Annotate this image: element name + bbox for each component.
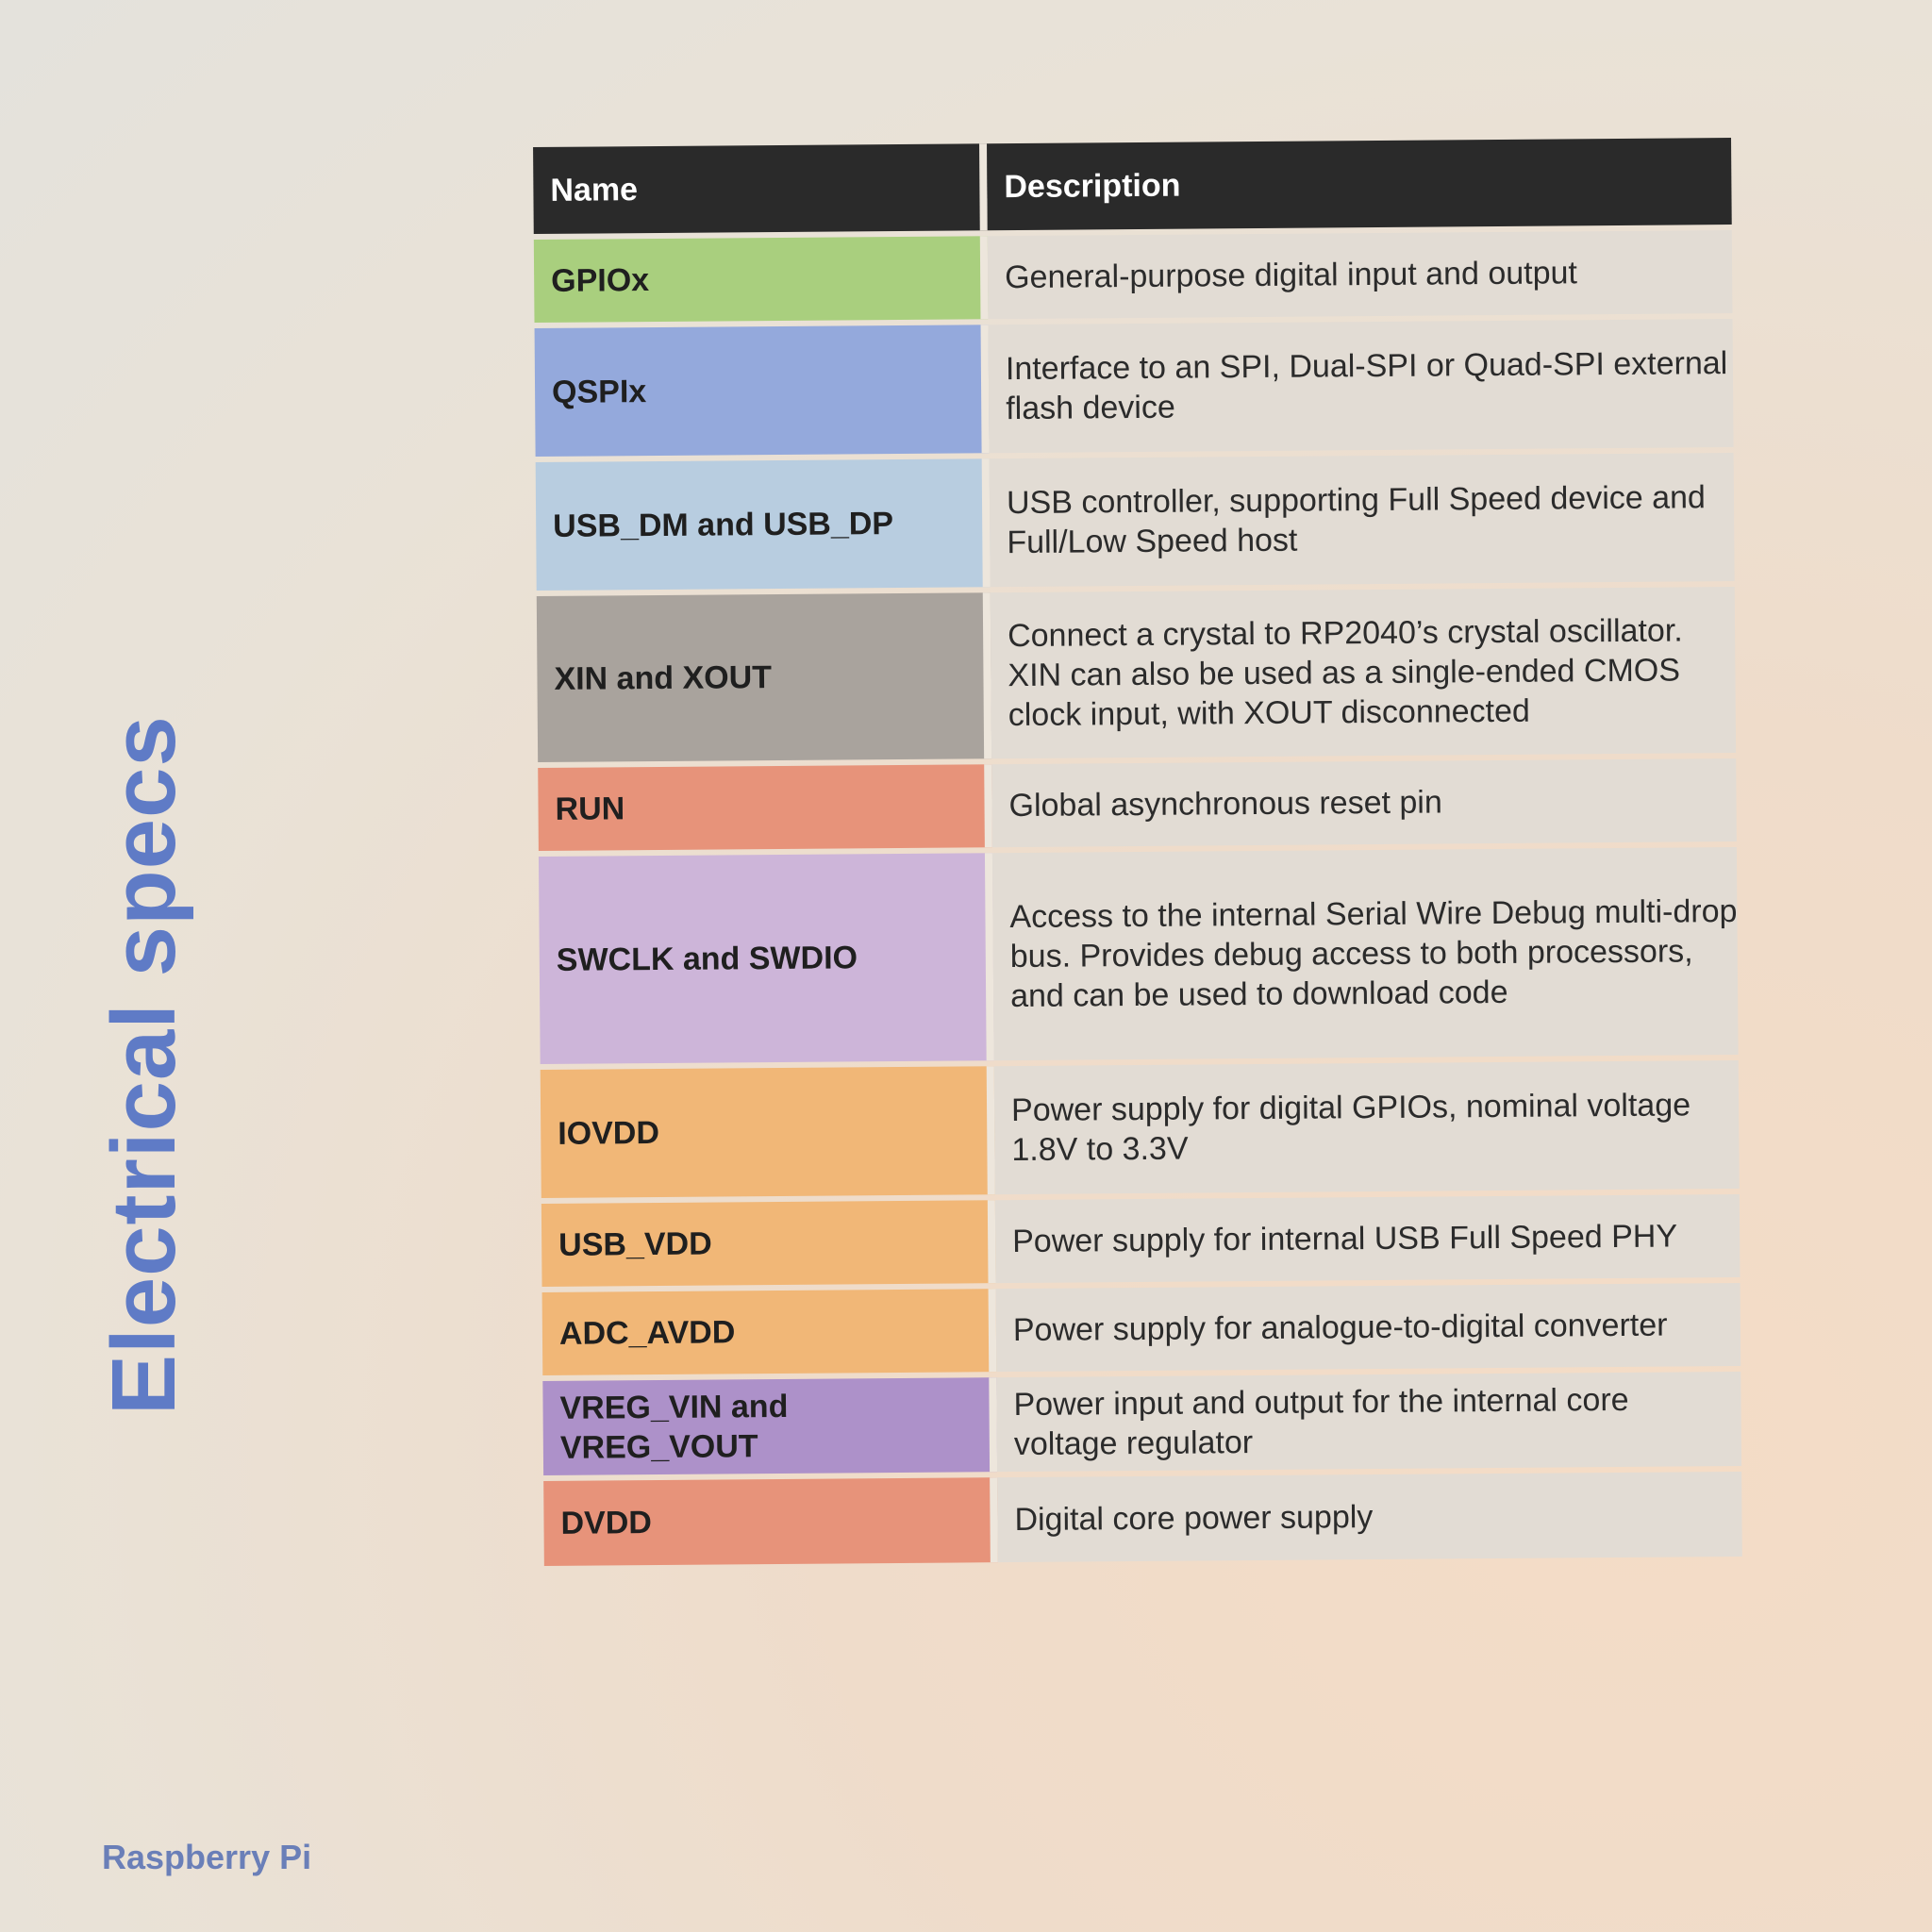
table-row	[538, 758, 1737, 851]
table-row	[537, 587, 1736, 762]
signal-name: IOVDD	[541, 1066, 995, 1198]
signal-description: USB controller, supporting Full Speed device and Full/Low Speed host	[990, 453, 1735, 587]
signal-description: General-purpose digital input and output	[988, 230, 1733, 319]
table-row	[539, 847, 1739, 1064]
signal-description: Power supply for digital GPIOs, nominal voltage 1.8V to 3.3V	[994, 1060, 1740, 1194]
table-row	[541, 1194, 1740, 1287]
signal-name: GPIOx	[534, 236, 989, 323]
signal-name: VREG_VIN and VREG_VOUT	[542, 1377, 997, 1475]
signal-description: Digital core power supply	[997, 1472, 1742, 1562]
table-row	[542, 1372, 1741, 1475]
column-header-description: Description	[987, 138, 1732, 230]
signal-name: DVDD	[543, 1477, 998, 1566]
signal-description: Connect a crystal to RP2040’s crystal oscillator. XIN can also be used as a single-ended CMOS clock input, with XOUT disconnected	[991, 587, 1736, 758]
electrical-specs-table	[533, 132, 1742, 1572]
signal-description: Access to the internal Serial Wire Debug multi-drop bus. Provides debug access to both processors, and can be used to download code	[992, 847, 1739, 1060]
brand-name: Raspberry Pi	[102, 1838, 312, 1876]
signal-description: Interface to an SPI, Dual-SPI or Quad-SPI external flash device	[989, 319, 1734, 453]
signal-name: USB_DM and USB_DP	[536, 458, 991, 591]
signal-name: SWCLK and SWDIO	[539, 853, 994, 1064]
table-row	[536, 453, 1735, 591]
signal-description: Power supply for analogue-to-digital converter	[996, 1283, 1741, 1372]
signal-name: RUN	[538, 764, 992, 851]
table-row	[543, 1472, 1742, 1566]
signal-name: QSPIx	[535, 325, 990, 457]
table-row	[534, 230, 1733, 323]
signal-description: Global asynchronous reset pin	[991, 758, 1737, 847]
column-header-name: Name	[533, 143, 988, 234]
signal-description: Power input and output for the internal core voltage regulator	[996, 1372, 1741, 1472]
signal-description: Power supply for internal USB Full Speed PHY	[995, 1194, 1740, 1283]
page-title: Electrical specs	[93, 715, 194, 1415]
signal-name: ADC_AVDD	[542, 1289, 997, 1375]
signal-name: USB_VDD	[541, 1200, 996, 1287]
table-header-row	[533, 138, 1732, 234]
signal-name: XIN and XOUT	[537, 592, 991, 762]
table-row	[535, 319, 1734, 457]
table-row	[541, 1060, 1740, 1198]
table-row	[542, 1283, 1741, 1375]
